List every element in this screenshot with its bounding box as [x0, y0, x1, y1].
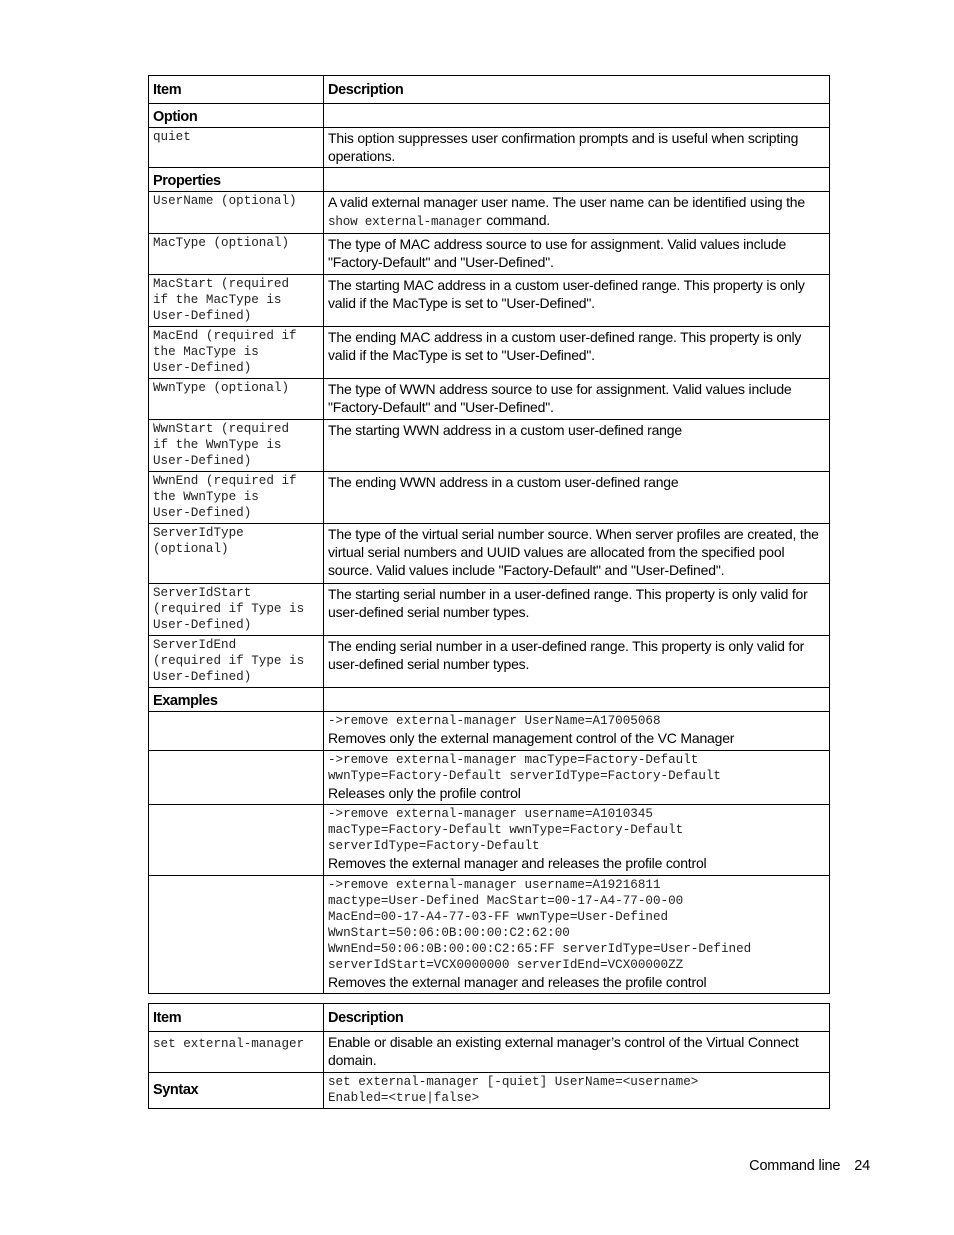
page-number: 24 [854, 1158, 870, 1174]
header-description: Description [324, 1004, 830, 1032]
inline-command: show external-manager [328, 215, 483, 229]
property-description: The ending serial number in a user-defined range. This property is only valid for user-defined serial number types. [324, 636, 830, 688]
property-description: The starting MAC address in a custom user-defined range. This property is only valid if the MacType is set to "User-Defined". [324, 275, 830, 327]
example-explanation: Releases only the profile control [328, 785, 521, 801]
property-description: The ending MAC address in a custom user-defined range. This property is only valid if the MacType is set to "User-Defined". [324, 327, 830, 379]
table-row-username [149, 192, 830, 234]
example-command: ->remove external-manager username=A19216811 mactype=User-Defined MacStart=00-17-A4-77-00-00 MacEnd=00-17-A4-77-03-FF wwnType=User-Defined WwnStart=50:06:0B:00:00:C2:62:00 WwnEnd=50:06:0B:00:00:C2:65:FF serverIdType=User-Defined serverIdStart=VCX0000000 serverIdEnd=VCX00000ZZ [328, 878, 752, 972]
remove-external-manager-table [148, 75, 830, 994]
table-row-mactype [149, 234, 830, 275]
option-description: This option suppresses user confirmation prompts and is useful when scripting operations. [324, 128, 830, 168]
table-row-serveridtype [149, 524, 830, 584]
property-name: ServerIdStart (required if Type is User-Defined) [149, 584, 324, 636]
property-description: The type of the virtual serial number source. When server profiles are created, the virtual serial numbers and UUID values are allocated from the specified pool source. Valid values include "Factory-Default" and "User-Defined". [324, 524, 830, 584]
property-name: UserName (optional) [149, 192, 324, 234]
table-row-wwnstart [149, 420, 830, 472]
header-item: Item [149, 76, 324, 104]
property-description: The type of WWN address source to use for assignment. Valid values include "Factory-Default" and "User-Defined". [324, 379, 830, 420]
section-empty-cell [324, 688, 830, 712]
table-row-serveridstart [149, 584, 830, 636]
table-row-wwntype [149, 379, 830, 420]
table-row-command [149, 1032, 830, 1073]
property-name: ServerIdEnd (required if Type is User-Defined) [149, 636, 324, 688]
syntax-code: set external-manager [-quiet] UserName=<username> Enabled=<true|false> [324, 1073, 830, 1109]
property-name: MacType (optional) [149, 234, 324, 275]
set-external-manager-table [148, 1003, 830, 1109]
example-cell [324, 876, 830, 994]
example-empty-cell [149, 751, 324, 805]
table-row-macstart [149, 275, 830, 327]
property-name: ServerIdType (optional) [149, 524, 324, 584]
example-command: ->remove external-manager UserName=A17005068 [328, 714, 661, 728]
description-text: A valid external manager user name. The user name can be identified using the [328, 194, 805, 210]
example-empty-cell [149, 876, 324, 994]
example-cell [324, 805, 830, 876]
table-row-example-4 [149, 876, 830, 994]
example-explanation: Removes the external manager and releases the profile control [328, 855, 707, 871]
page-footer [749, 1158, 870, 1174]
section-empty-cell [324, 104, 830, 128]
syntax-label: Syntax [149, 1073, 324, 1109]
section-row-properties [149, 168, 830, 192]
footer-section-title: Command line [749, 1158, 841, 1174]
table-row-serveridend [149, 636, 830, 688]
table-body [149, 76, 830, 994]
property-description: The starting serial number in a user-defined range. This property is only valid for user-defined serial number types. [324, 584, 830, 636]
header-row [149, 1004, 830, 1032]
table-row-macend [149, 327, 830, 379]
property-description: The starting WWN address in a custom user-defined range [324, 420, 830, 472]
table-body [149, 1004, 830, 1109]
property-name: MacStart (required if the MacType is User-Defined) [149, 275, 324, 327]
header-row [149, 76, 830, 104]
section-label-properties: Properties [149, 168, 324, 192]
command-name: set external-manager [149, 1032, 324, 1073]
section-empty-cell [324, 168, 830, 192]
table-row-wwnend [149, 472, 830, 524]
property-description: The ending WWN address in a custom user-defined range [324, 472, 830, 524]
description-text: command. [482, 212, 550, 228]
table-row-example-3 [149, 805, 830, 876]
header-description: Description [324, 76, 830, 104]
table-row-syntax [149, 1073, 830, 1109]
example-empty-cell [149, 712, 324, 751]
section-label-examples: Examples [149, 688, 324, 712]
example-command: ->remove external-manager macType=Factory-Default wwnType=Factory-Default serverIdType=Factory-Default [328, 753, 721, 783]
header-item: Item [149, 1004, 324, 1032]
table-row-example-1 [149, 712, 830, 751]
example-explanation: Removes the external manager and releases the profile control [328, 974, 707, 990]
example-explanation: Removes only the external management control of the VC Manager [328, 730, 735, 746]
command-description: Enable or disable an existing external manager’s control of the Virtual Connect domain. [324, 1032, 830, 1073]
property-name: WwnType (optional) [149, 379, 324, 420]
table-row-option-quiet [149, 128, 830, 168]
property-name: MacEnd (required if the MacType is User-Defined) [149, 327, 324, 379]
table-row-example-2 [149, 751, 830, 805]
example-cell [324, 751, 830, 805]
example-empty-cell [149, 805, 324, 876]
property-description [324, 192, 830, 234]
property-description: The type of MAC address source to use for assignment. Valid values include "Factory-Default" and "User-Defined". [324, 234, 830, 275]
property-name: WwnEnd (required if the WwnType is User-Defined) [149, 472, 324, 524]
example-command: ->remove external-manager username=A1010345 macType=Factory-Default wwnType=Factory-Default serverIdType=Factory-Default [328, 807, 684, 853]
section-row-examples [149, 688, 830, 712]
option-name: quiet [149, 128, 324, 168]
section-row-option [149, 104, 830, 128]
section-label-option: Option [149, 104, 324, 128]
example-cell [324, 712, 830, 751]
property-name: WwnStart (required if the WwnType is User-Defined) [149, 420, 324, 472]
